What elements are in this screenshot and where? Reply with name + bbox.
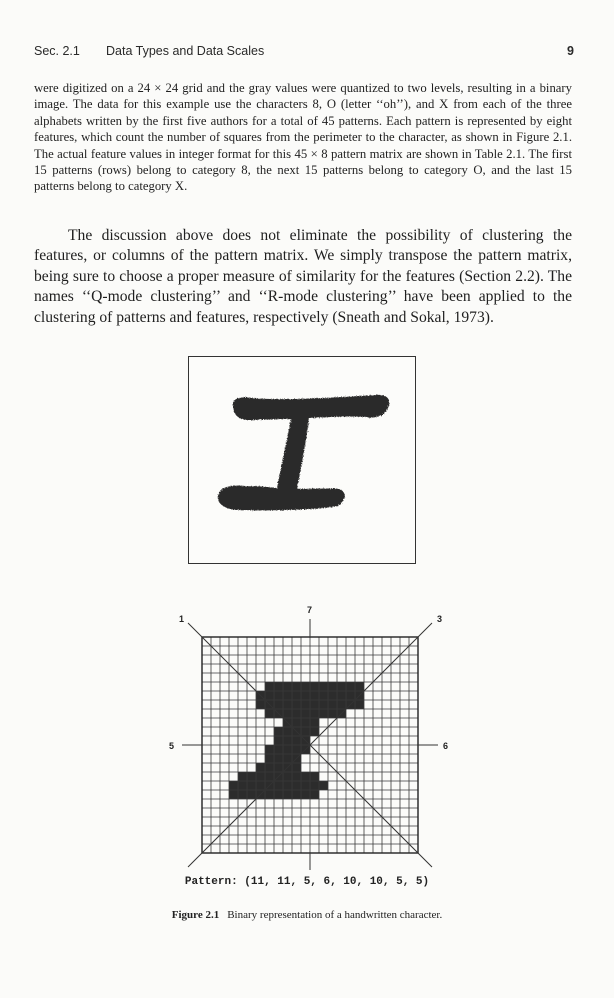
body-paragraph-1: were digitized on a 24 × 24 grid and the gray values were quantized to two levels, resulting in a binary image. The data for this example use the characters 8, O (letter ‘‘oh’’), and X from each of the three alphabets written by the first five authors for a total of 45 patterns. Each pattern is represented by eight features, which count the number of squares from the perimeter to the character, as shown in Figure 2.1. The actual feature values in integer format for this 45 × 8 pattern matrix are shown in Table 2.1. The first 15 patterns (rows) belong to category 8, the next 15 patterns belong to category O, and the last 15 patterns belong to category X. — [34, 81, 572, 194]
filled-cell — [283, 700, 292, 709]
direction-label-1: 1 — [179, 614, 185, 624]
direction-label-3: 3 — [437, 614, 443, 624]
filled-cell — [265, 754, 274, 763]
filled-cell — [301, 772, 310, 781]
filled-cell — [247, 790, 256, 799]
filled-cell — [310, 709, 319, 718]
body-paragraph-2: The discussion above does not eliminate the possibility of clustering the features, or columns of the pattern matrix. We simply transpose the pattern matrix, being sure to choose a proper measure of similarity for the features (Section 2.2). The names ‘‘Q-mode clustering’’ and ‘‘R-mode clustering’’ have been applied to the clustering of patterns and features, respectively (Sneath and Sokal, 1973). — [34, 227, 572, 326]
direction-label-5: 5 — [169, 741, 175, 751]
filled-cell — [292, 772, 301, 781]
filled-cell — [274, 763, 283, 772]
filled-cell — [265, 682, 274, 691]
filled-cell — [310, 790, 319, 799]
binary-grid-svg — [160, 600, 450, 870]
filled-cell — [274, 727, 283, 736]
filled-cell — [238, 781, 247, 790]
filled-cell — [274, 691, 283, 700]
filled-cell — [247, 781, 256, 790]
filled-cell — [328, 682, 337, 691]
section-label: Sec. 2.1 — [34, 44, 80, 58]
direction-label-7: 7 — [307, 605, 313, 615]
filled-cell — [310, 700, 319, 709]
filled-cell — [346, 691, 355, 700]
page-number: 9 — [567, 44, 574, 58]
figure-caption-text: Binary representation of a handwritten character. — [227, 909, 443, 921]
filled-cell — [292, 781, 301, 790]
filled-cell — [310, 691, 319, 700]
filled-cell — [355, 700, 364, 709]
filled-cell — [274, 790, 283, 799]
filled-cell — [274, 745, 283, 754]
filled-cell — [292, 700, 301, 709]
filled-cell — [283, 727, 292, 736]
filled-cell — [256, 700, 265, 709]
filled-cell — [292, 691, 301, 700]
filled-cell — [283, 754, 292, 763]
filled-cell — [265, 772, 274, 781]
filled-cell — [292, 682, 301, 691]
filled-cell — [319, 682, 328, 691]
filled-cell — [328, 691, 337, 700]
filled-cell — [328, 709, 337, 718]
filled-cell — [274, 682, 283, 691]
filled-cell — [283, 745, 292, 754]
handwritten-i-glyph — [189, 357, 415, 563]
filled-cell — [274, 781, 283, 790]
filled-cell — [355, 682, 364, 691]
filled-cell — [337, 691, 346, 700]
filled-cell — [301, 781, 310, 790]
filled-cell — [310, 781, 319, 790]
filled-cell — [319, 700, 328, 709]
filled-cell — [301, 691, 310, 700]
filled-cell — [319, 781, 328, 790]
filled-cell — [301, 790, 310, 799]
filled-cell — [265, 745, 274, 754]
filled-cell — [229, 781, 238, 790]
filled-cell — [292, 790, 301, 799]
filled-cell — [292, 745, 301, 754]
chapter-title: Data Types and Data Scales — [106, 44, 265, 58]
filled-cell — [274, 754, 283, 763]
filled-cell — [283, 736, 292, 745]
filled-cell — [328, 700, 337, 709]
filled-cell — [256, 763, 265, 772]
filled-cell — [238, 772, 247, 781]
filled-cell — [283, 772, 292, 781]
filled-cell — [301, 700, 310, 709]
filled-cell — [265, 709, 274, 718]
filled-cell — [265, 691, 274, 700]
filled-cell — [301, 709, 310, 718]
pattern-vector-caption: Pattern: (11, 11, 5, 6, 10, 10, 5, 5) — [184, 876, 430, 888]
filled-cell — [283, 682, 292, 691]
filled-cell — [274, 736, 283, 745]
handwritten-character-image — [188, 356, 416, 564]
filled-cell — [292, 736, 301, 745]
filled-cell — [256, 781, 265, 790]
filled-cell — [301, 718, 310, 727]
filled-cell — [229, 790, 238, 799]
direction-label-6: 6 — [443, 741, 449, 751]
filled-cell — [238, 790, 247, 799]
binary-grid-figure — [160, 600, 450, 875]
filled-cell — [283, 790, 292, 799]
filled-cell — [310, 727, 319, 736]
filled-cell — [310, 718, 319, 727]
filled-cell — [274, 700, 283, 709]
figure-caption — [0, 909, 614, 921]
filled-cell — [310, 772, 319, 781]
filled-cell — [346, 682, 355, 691]
filled-cell — [256, 772, 265, 781]
filled-cell — [301, 727, 310, 736]
filled-cell — [310, 682, 319, 691]
filled-cell — [247, 772, 256, 781]
filled-cell — [337, 700, 346, 709]
filled-cell — [283, 781, 292, 790]
filled-cell — [283, 691, 292, 700]
filled-cell — [337, 682, 346, 691]
filled-cell — [292, 709, 301, 718]
filled-cell — [265, 763, 274, 772]
filled-cell — [319, 709, 328, 718]
filled-cell — [283, 709, 292, 718]
filled-cell — [292, 718, 301, 727]
filled-cell — [301, 682, 310, 691]
filled-cell — [265, 790, 274, 799]
filled-cell — [319, 691, 328, 700]
figure-label: Figure 2.1 — [171, 909, 220, 921]
filled-cell — [292, 763, 301, 772]
